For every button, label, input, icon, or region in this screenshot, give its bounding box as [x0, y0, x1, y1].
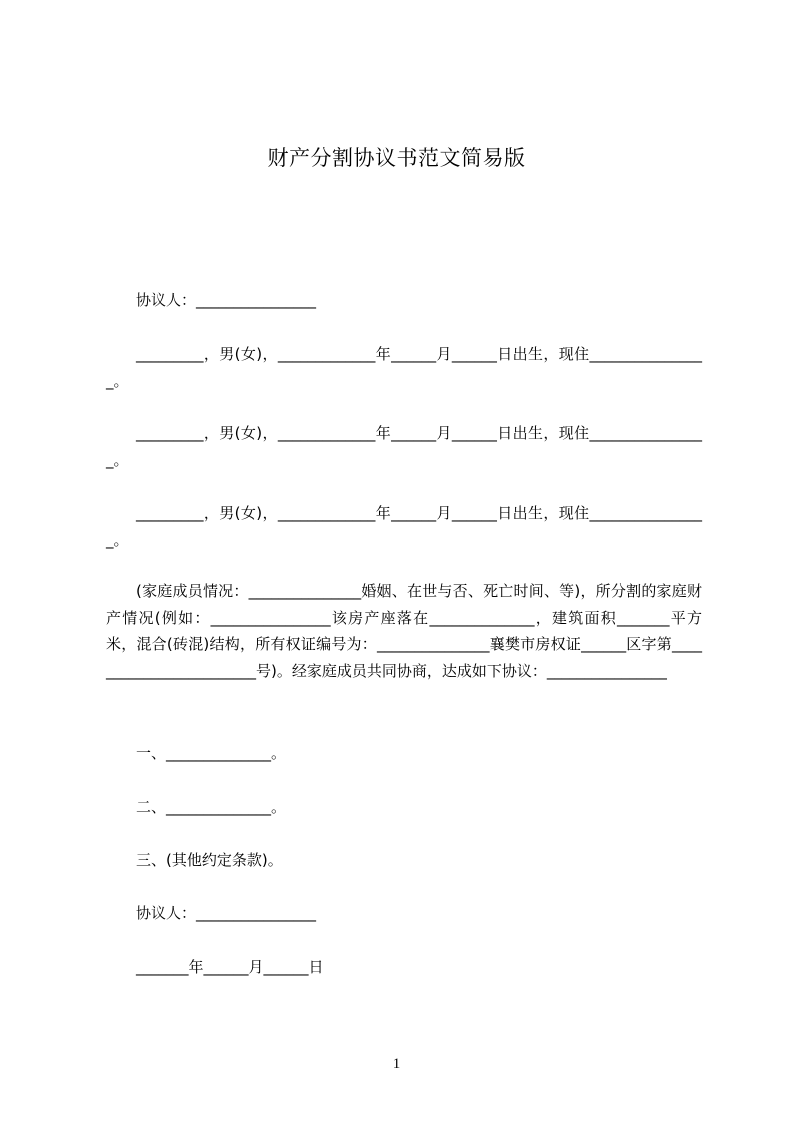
party-info-1: _________，男(女)，_____________年______月______日出生，现住________________。 [106, 345, 702, 390]
clause-1: 一、______________。 [136, 744, 287, 762]
document-title: 财产分割协议书范文简易版 [267, 146, 526, 170]
clause-2: 二、______________。 [136, 798, 287, 816]
party-info-3: _________，男(女)，_____________年______月______日出生，现住________________。 [106, 504, 702, 549]
date-line: _______年______月______日 [136, 958, 324, 976]
property-description: (家庭成员情况：_______________婚姻、在世与否、死亡时间、等)，所分割的家庭财产情况(例如：________________该房产座落在______________，建筑面积_______平方米，混合(砖混)结构，所有权证编号为：_______________襄樊市房权证______区字第________________________号)。经家庭成员共同协商，达成如下协议：________________ [106, 582, 702, 680]
clause-3: 三、(其他约定条款)。 [136, 851, 283, 869]
party-line-top: 协议人：________________ [136, 291, 317, 309]
page-number: 1 [392, 1056, 401, 1072]
party-line-bottom: 协议人：________________ [136, 904, 317, 922]
party-info-2: _________，男(女)，_____________年______月______日出生，现住________________。 [106, 424, 702, 469]
